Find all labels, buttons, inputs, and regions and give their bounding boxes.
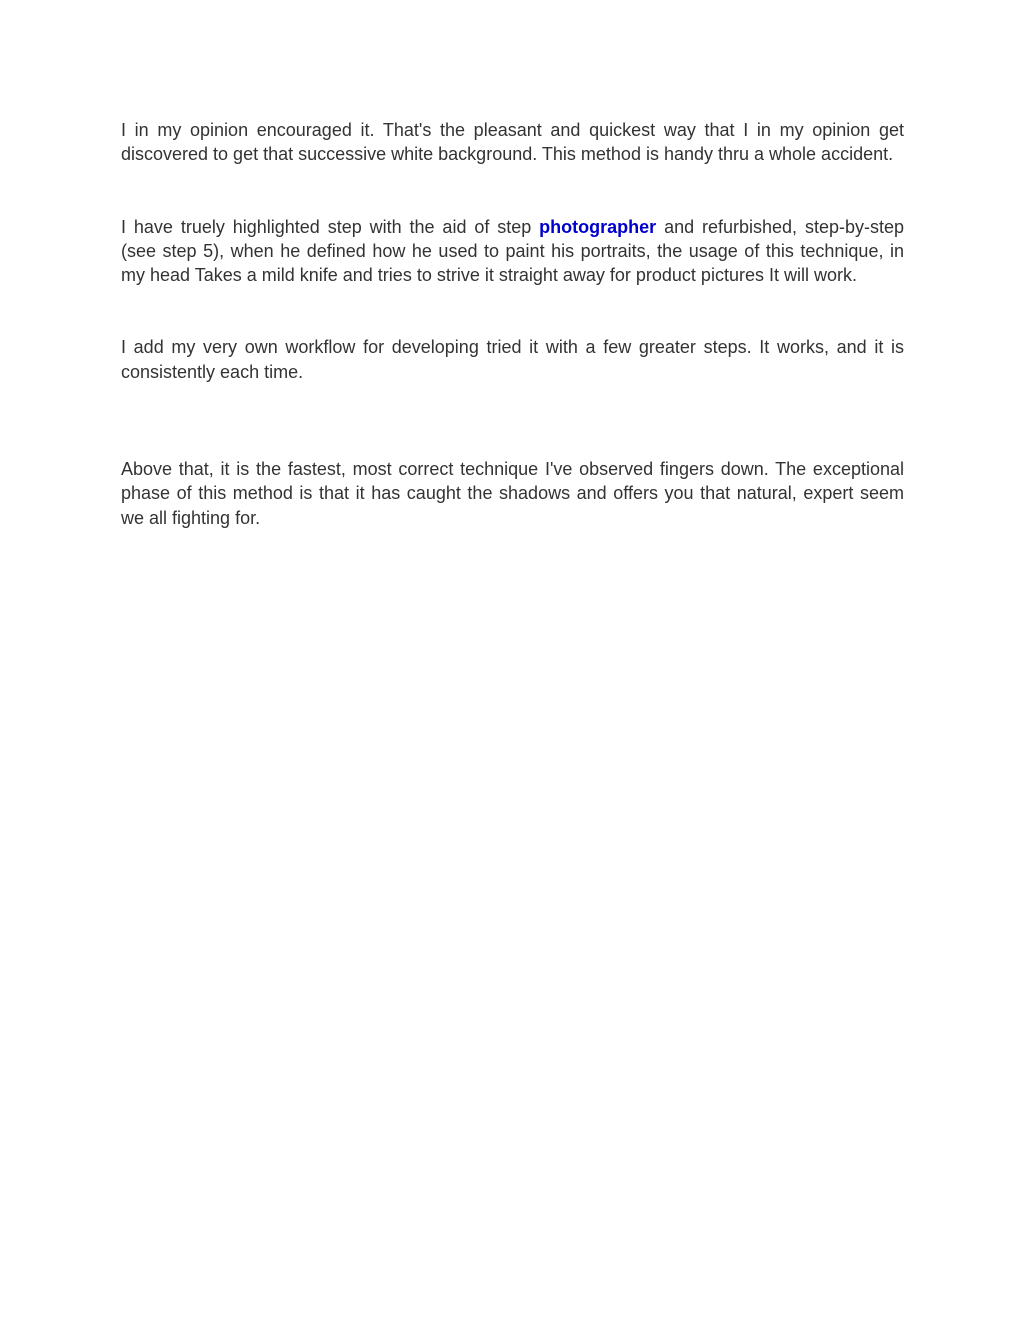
paragraph-1: I in my opinion encouraged it. That's the pleasant and quickest way that I in my opinion get discovered to get that successive white background. This method is handy thru a whole accident. <box>121 120 904 165</box>
document-body <box>121 118 904 530</box>
paragraph-2-text-before: I have truely highlighted step with the aid of step <box>121 216 540 237</box>
paragraph-3: I add my very own workflow for developing tried it with a few greater steps. It works, and it is consistently each time. <box>121 337 904 382</box>
paragraph-spacer <box>121 167 904 215</box>
paragraph-2-text-after: and refurbished, step-by-step (see step 5), when he defined how he used to paint his portraits, the usage of this technique, in my head Takes a mild knife and tries to strive it straight away for product pictures It will work. <box>121 216 904 286</box>
photographer-link[interactable]: photographer <box>539 216 657 237</box>
paragraph-spacer <box>121 384 904 457</box>
paragraph-2 <box>121 215 904 288</box>
paragraph-4: Above that, it is the fastest, most correct technique I've observed fingers down. The exceptional phase of this method is that it has caught the shadows and offers you that natural, expert seem we all fighting for. <box>121 459 904 528</box>
paragraph-spacer <box>121 287 904 335</box>
